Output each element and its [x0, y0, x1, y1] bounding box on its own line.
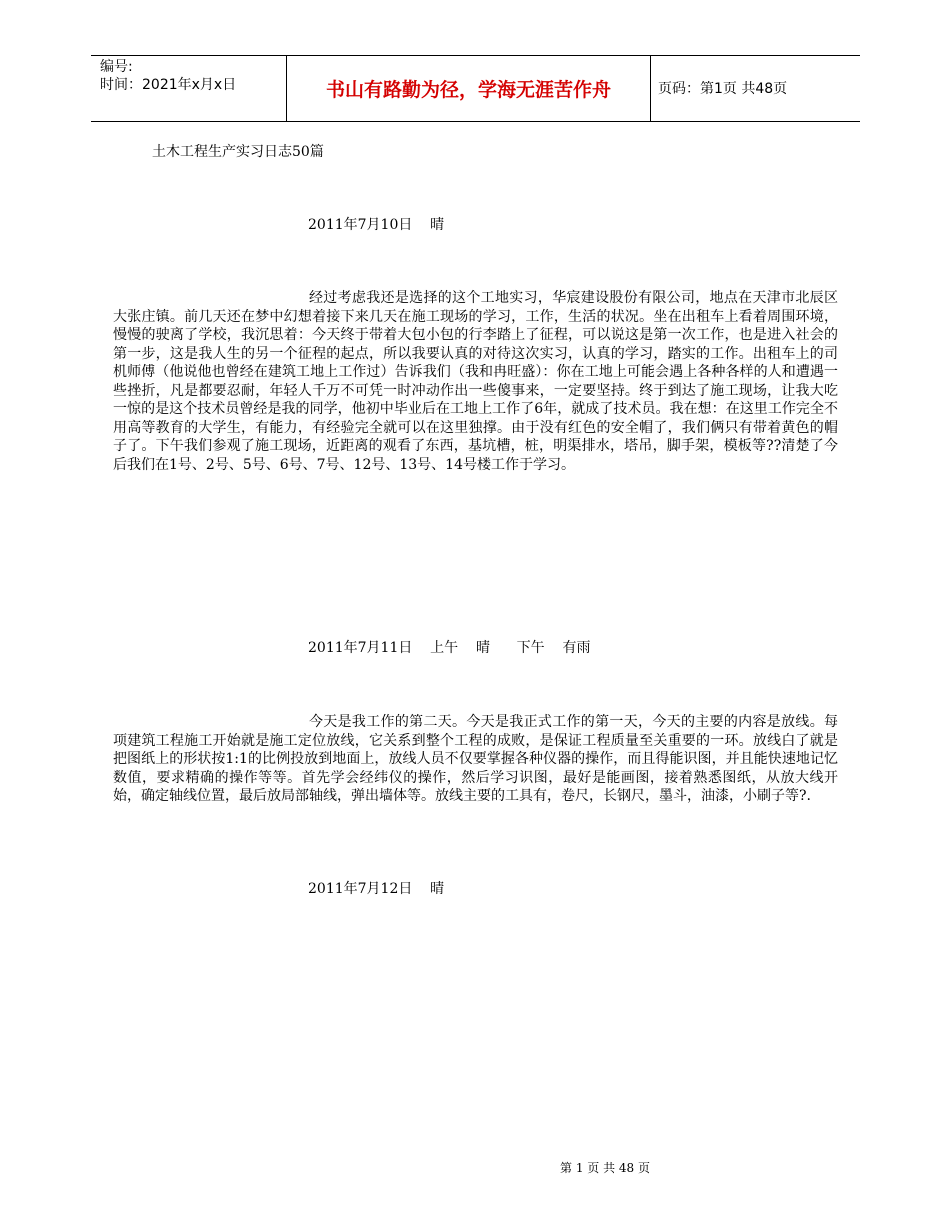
- time-label: 时间：2021年x月x日: [100, 77, 237, 93]
- entry-body: 今天是我工作的第二天。今天是我正式工作的第一天，今天的主要的内容是放线。每项建筑工程施工开始就是施工定位放线，它关系到整个工程的成败，是保证工程质量至关重要的一环。放线白了就是把图纸上的形状按1:1的比例投放到地面上，放线人员不仅要掌握各种仪器的操作，而且得能识图，并且能快速地记忆数值，要求精确的操作等等。首先学会经纬仪的操作，然后学习识图，最好是能画图，接着熟悉图纸，从放大线开始，确定轴线位置，最后放局部轴线，弹出墙体等。放线主要的工具有，卷尺，长钢尺，墨斗，油漆，小刷子等?.: [113, 714, 838, 804]
- page-footer: 第 1 页 共 48 页: [560, 1161, 650, 1175]
- header-divider-right: [650, 55, 651, 121]
- entry-date-line: 2011年7月10日 晴: [308, 217, 445, 233]
- header-motto: 书山有路勤为径，学海无涯苦作舟: [325, 78, 611, 101]
- entry-date-line: 2011年7月12日 晴: [308, 881, 445, 897]
- entry-body: 经过考虑我还是选择的这个工地实习，华宸建设股份有限公司，地点在天津市北辰区大张庄镇。前几天还在梦中幻想着接下来几天在施工现场的学习，工作，生活的状况。坐在出租车上看着周围环境，慢慢的驶离了学校，我沉思着：今天终于带着大包小包的行李踏上了征程，可以说这是第一次工作，也是进入社会的第一步，这是我人生的另一个征程的起点，所以我要认真的对待这次实习，认真的学习，踏实的工作。出租车上的司机师傅（他说他也曾经在建筑工地上工作过）告诉我们（我和冉旺盛）：你在工地上可能会遇上各种各样的人和遭遇一些挫折，凡是都要忍耐，年轻人千万不可凭一时冲动作出一些傻事来，一定要坚持。终于到达了施工现场，让我大吃一惊的是这个技术员曾经是我的同学，他初中毕业后在工地上工作了6年，就成了技术员。我在想：在这里工作完全不用高等教育的大学生，有能力，有经验完全就可以在这里独撑。由于没有红色的安全帽了，我们俩只有带着黄色的帽子了。下午我们参观了施工现场，近距离的观看了东西，基坑槽，桩，明渠排水，塔吊，脚手架，模板等??清楚了今后我们在1号、2号、5号、6号、7号、12号、13号、14号楼工作于学习。: [113, 290, 838, 473]
- header-left: [100, 58, 236, 94]
- serial-label: 编号:: [100, 59, 133, 75]
- entry-date-line: 2011年7月11日 上午 晴 下午 有雨: [308, 640, 591, 656]
- document-title: 土木工程生产实习日志50篇: [152, 144, 324, 160]
- header-divider-left: [286, 55, 287, 121]
- header-page-info: 页码：第1页 共48页: [658, 81, 788, 97]
- header-bottom-rule: [91, 121, 860, 122]
